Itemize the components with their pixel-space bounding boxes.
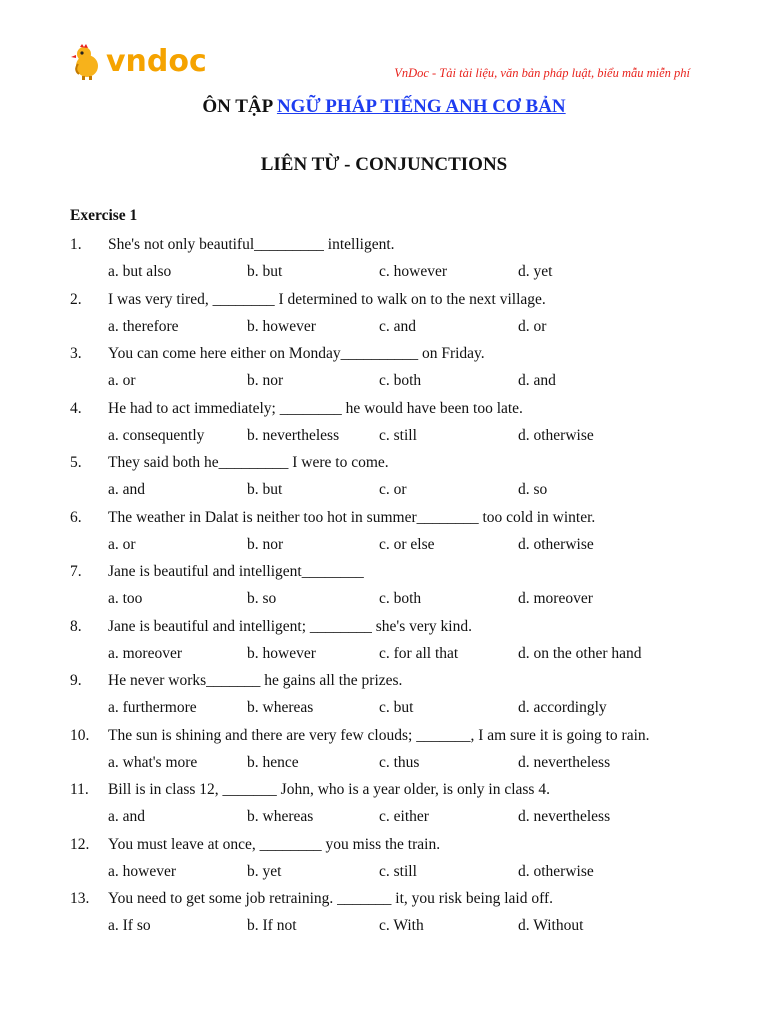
chicken-mascot-icon bbox=[70, 44, 104, 80]
answer-option[interactable]: b. but bbox=[247, 263, 283, 280]
answer-option[interactable]: d. otherwise bbox=[518, 426, 594, 444]
answer-option[interactable]: a. furthermore bbox=[108, 699, 197, 716]
page-subtitle: LIÊN TỪ - CONJUNCTIONS bbox=[260, 154, 508, 175]
question-text: He had to act immediately; ________ he would have been too late. bbox=[108, 399, 523, 417]
answer-option[interactable]: c. or bbox=[379, 481, 407, 498]
question-number: 13. bbox=[70, 890, 90, 907]
logo-wordmark: vndoc bbox=[106, 44, 207, 79]
answer-option[interactable]: d. Without bbox=[518, 917, 584, 934]
answer-option[interactable]: c. for all that bbox=[379, 644, 459, 662]
question-text: She's not only beautiful_________ intelligent. bbox=[108, 236, 395, 253]
question-number: 5. bbox=[70, 454, 82, 471]
question-number: 8. bbox=[70, 617, 82, 635]
answer-option[interactable]: c. but bbox=[379, 699, 414, 716]
answer-option[interactable]: b. nor bbox=[247, 535, 284, 553]
answer-option[interactable]: d. yet bbox=[518, 263, 553, 280]
question-number: 12. bbox=[70, 835, 90, 853]
answer-option[interactable]: c. however bbox=[379, 263, 447, 280]
answer-option[interactable]: c. either bbox=[379, 808, 429, 825]
answer-option[interactable]: d. nevertheless bbox=[518, 753, 611, 771]
answer-option[interactable]: d. on the other hand bbox=[518, 644, 642, 662]
answer-option[interactable]: d. otherwise bbox=[518, 535, 594, 553]
answer-option[interactable]: b. hence bbox=[247, 753, 299, 771]
answer-option[interactable]: b. whereas bbox=[247, 808, 314, 825]
answer-option[interactable]: d. and bbox=[518, 372, 556, 389]
answer-option[interactable]: c. still bbox=[379, 426, 417, 444]
answer-option[interactable]: d. accordingly bbox=[518, 699, 607, 716]
question-number: 7. bbox=[70, 563, 82, 580]
answer-option[interactable]: a. moreover bbox=[108, 644, 183, 662]
answer-option[interactable]: c. still bbox=[379, 862, 417, 880]
answer-option[interactable]: b. nor bbox=[247, 372, 284, 389]
question-number: 4. bbox=[70, 399, 82, 417]
answer-option[interactable]: a. but also bbox=[108, 263, 172, 280]
answer-option[interactable]: d. or bbox=[518, 317, 547, 335]
answer-option[interactable]: d. so bbox=[518, 481, 548, 498]
answer-option[interactable]: c. With bbox=[379, 917, 424, 934]
site-tagline: VnDoc - Tải tài liệu, văn bản pháp luật, biểu mẫu miễn phí bbox=[394, 66, 690, 80]
answer-option[interactable]: a. If so bbox=[108, 917, 151, 934]
answer-option[interactable]: a. or bbox=[108, 372, 136, 389]
answer-option[interactable]: d. nevertheless bbox=[518, 808, 611, 825]
answer-option[interactable]: b. however bbox=[247, 644, 316, 662]
answer-option[interactable]: c. and bbox=[379, 317, 417, 335]
question-text: Jane is beautiful and intelligent; ________ she's very kind. bbox=[108, 617, 472, 635]
answer-option[interactable]: a. what's more bbox=[108, 753, 198, 771]
question-text: I was very tired, ________ I determined to walk on to the next village. bbox=[108, 290, 546, 308]
answer-option[interactable]: c. both bbox=[379, 590, 422, 607]
title-link[interactable]: NGỮ PHÁP TIẾNG ANH CƠ BẢN bbox=[276, 96, 566, 117]
title-prefix: ÔN TẬP bbox=[202, 96, 277, 117]
answer-option[interactable]: b. but bbox=[247, 481, 283, 498]
answer-option[interactable]: a. and bbox=[108, 808, 146, 825]
question-number: 3. bbox=[70, 345, 82, 362]
question-number: 1. bbox=[70, 236, 82, 253]
answer-option[interactable]: c. or else bbox=[379, 535, 435, 553]
answer-option[interactable]: b. so bbox=[247, 590, 277, 607]
question-text: The weather in Dalat is neither too hot in summer________ too cold in winter. bbox=[108, 508, 596, 526]
question-text: You need to get some job retraining. _______ it, you risk being laid off. bbox=[108, 890, 554, 907]
question-text: You can come here either on Monday__________ on Friday. bbox=[108, 345, 485, 362]
answer-option[interactable]: a. too bbox=[108, 590, 143, 607]
answer-option[interactable]: b. however bbox=[247, 317, 316, 335]
answer-option[interactable]: a. however bbox=[108, 862, 176, 880]
question-number: 9. bbox=[70, 672, 82, 689]
question-number: 2. bbox=[70, 290, 82, 308]
answer-option[interactable]: b. nevertheless bbox=[247, 426, 340, 444]
answer-option[interactable]: c. both bbox=[379, 372, 422, 389]
question-number: 6. bbox=[70, 508, 82, 526]
answer-option[interactable]: a. therefore bbox=[108, 317, 179, 335]
answer-option[interactable]: d. otherwise bbox=[518, 862, 594, 880]
question-text: Bill is in class 12, _______ John, who is a year older, is only in class 4. bbox=[108, 781, 550, 798]
question-number: 10. bbox=[70, 726, 90, 744]
exercise-heading: Exercise 1 bbox=[70, 207, 138, 224]
vndoc-logo[interactable] bbox=[70, 42, 207, 82]
page-title bbox=[0, 96, 768, 118]
question-text: Jane is beautiful and intelligent________ bbox=[108, 563, 364, 580]
question-text: The sun is shining and there are very few clouds; _______, I am sure it is going to rain. bbox=[108, 726, 650, 744]
answer-option[interactable]: b. yet bbox=[247, 862, 282, 880]
question-text: You must leave at once, ________ you miss the train. bbox=[108, 835, 441, 853]
question-number: 11. bbox=[70, 781, 89, 798]
answer-option[interactable]: a. and bbox=[108, 481, 146, 498]
question-text: They said both he_________ I were to come. bbox=[108, 454, 389, 471]
answer-option[interactable]: d. moreover bbox=[518, 590, 593, 607]
question-text: He never works_______ he gains all the prizes. bbox=[108, 672, 403, 689]
answer-option[interactable]: a. or bbox=[108, 535, 136, 553]
answer-option[interactable]: c. thus bbox=[379, 753, 420, 771]
answer-option[interactable]: a. consequently bbox=[108, 426, 205, 444]
answer-option[interactable]: b. whereas bbox=[247, 699, 314, 716]
answer-option[interactable]: b. If not bbox=[247, 917, 297, 934]
